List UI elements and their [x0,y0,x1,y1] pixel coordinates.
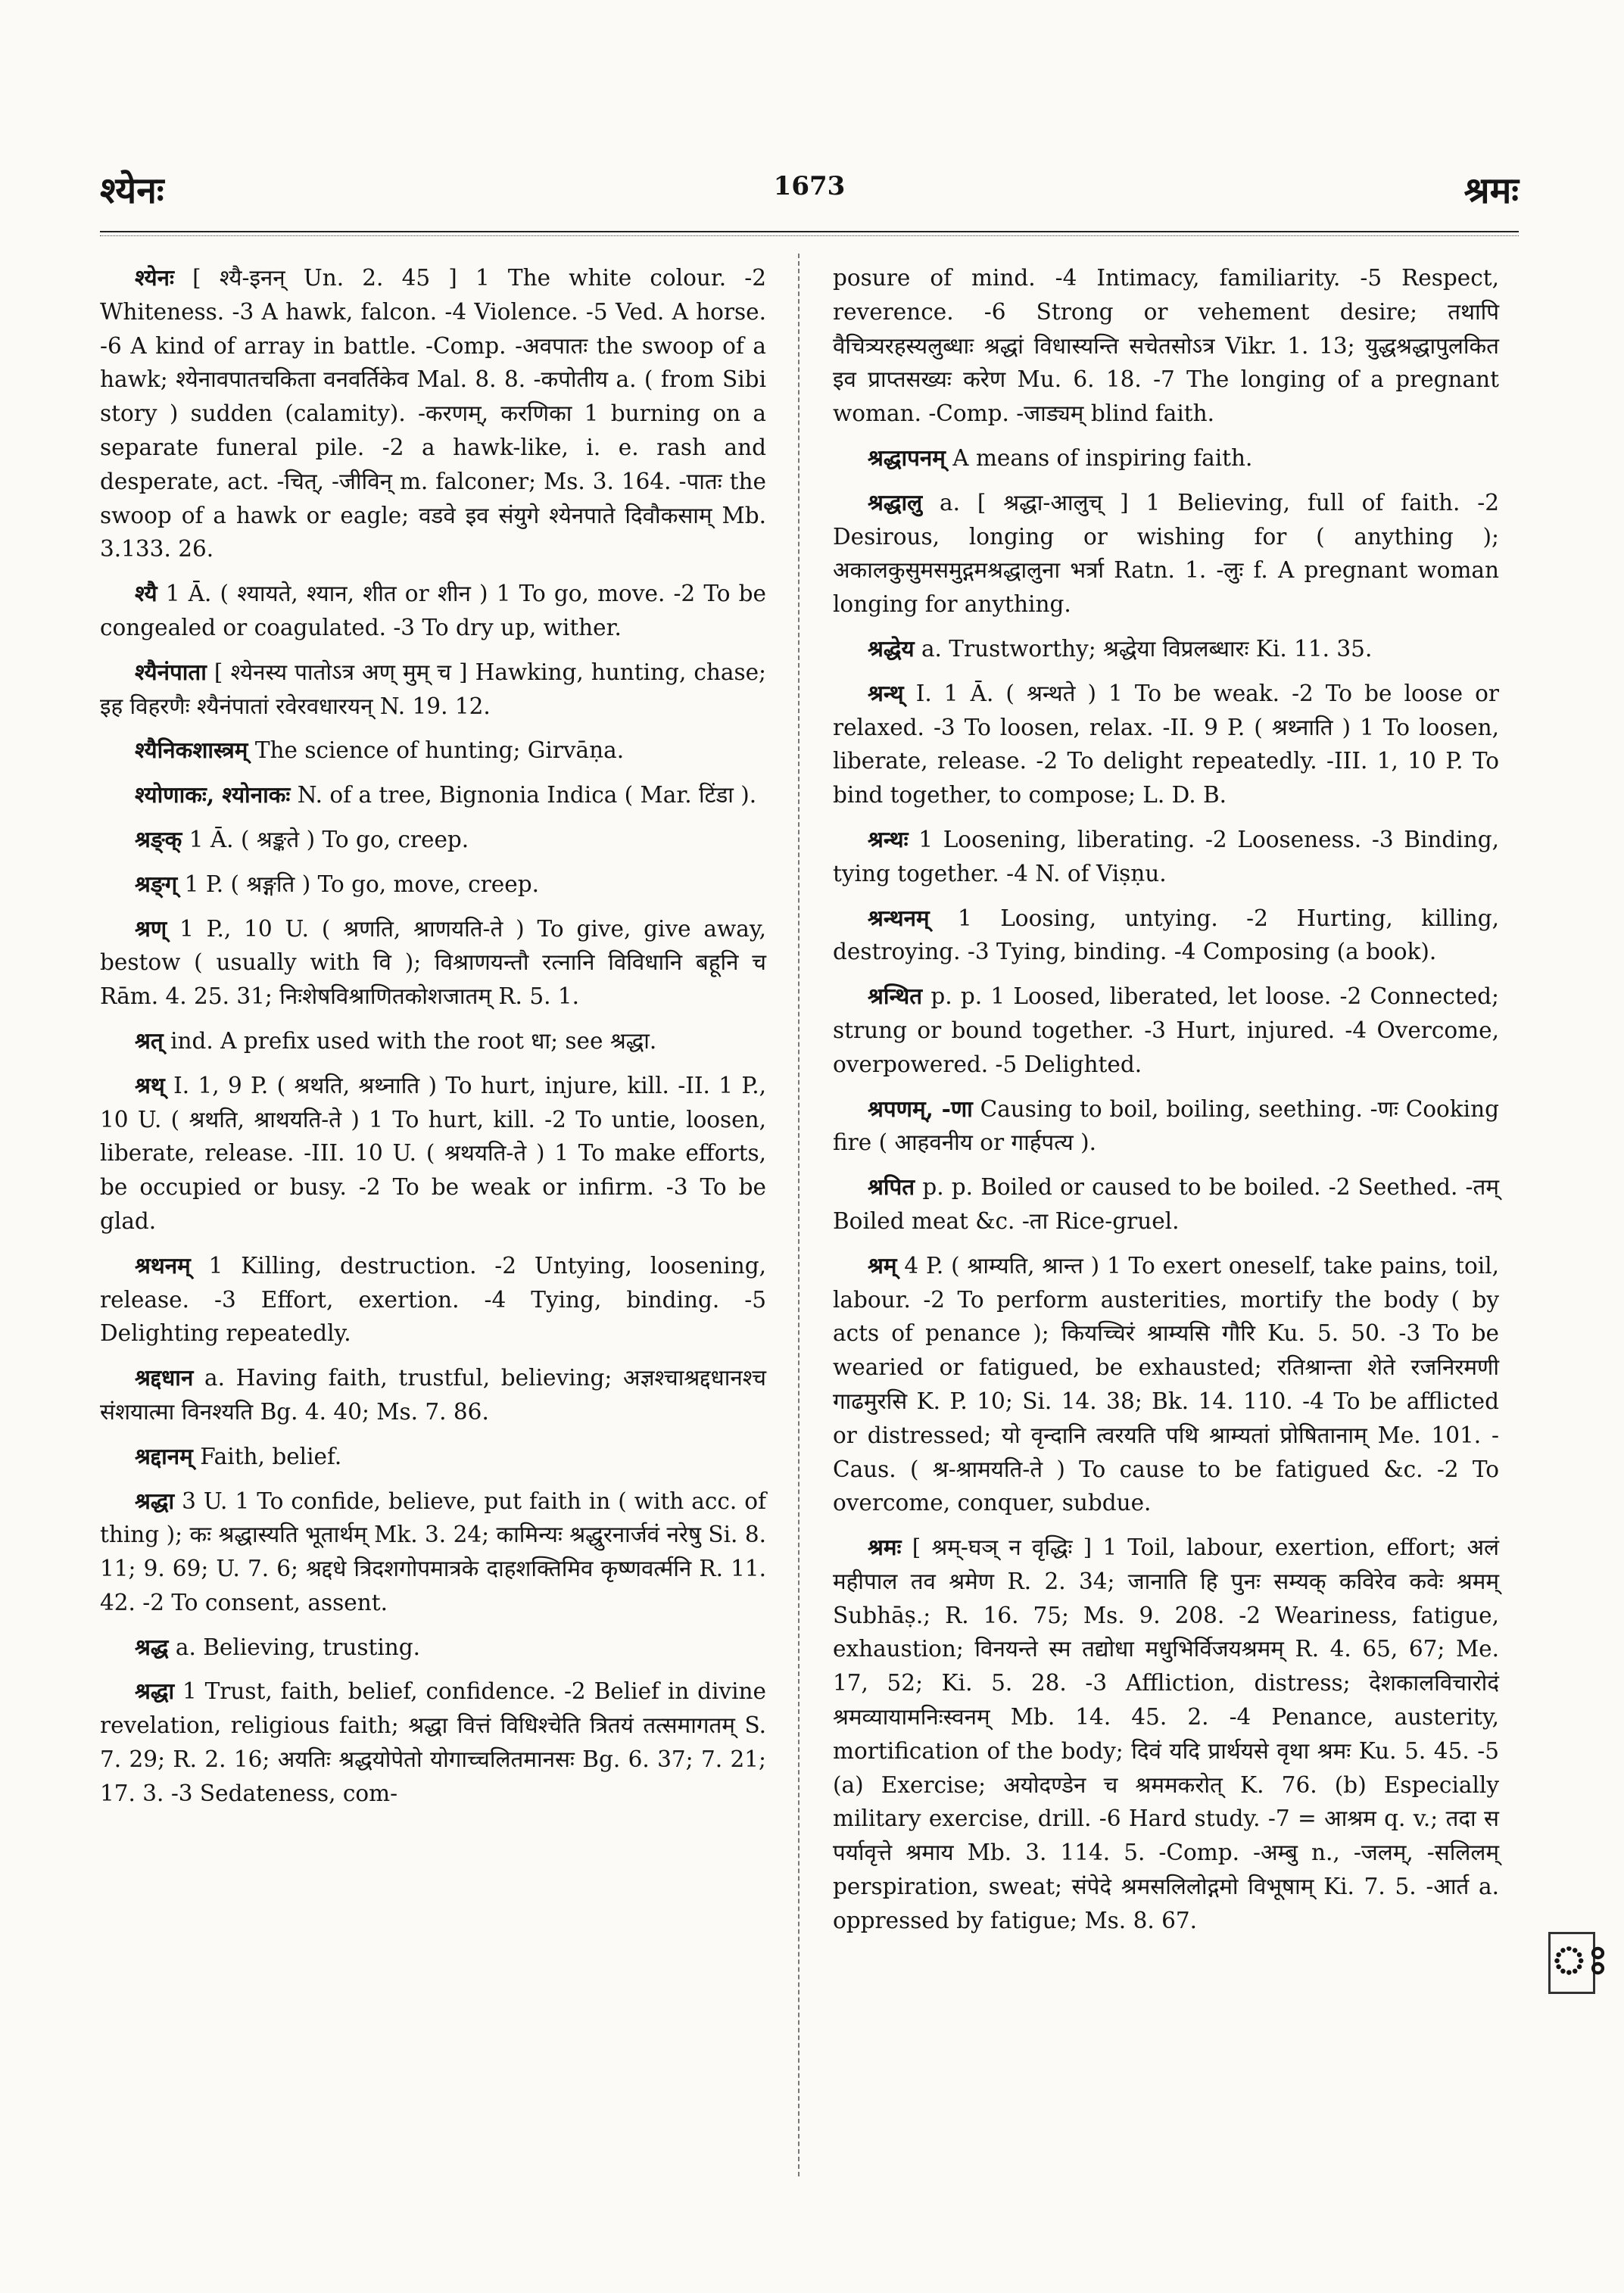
dictionary-entry [100,734,766,768]
entry-definition: 3 U. 1 To confide, believe, put faith in ( with acc. of thing ); कः श्रद्धास्यति भूतार्थम् Mk. 3. 24; कामिन्यः श्रद्धुरनार्जवं नरेषु Si. 8. 11; 9. 69; U. 7. 6; श्रद्दधे त्रिदशगोपमात्रके दाहशक्तिमिव कृष्णवर्त्मनि R. 11. 42. -2 To consent, assent. [100,1488,766,1615]
dictionary-entry [100,261,766,566]
entry-definition: a. Trustworthy; श्रद्धेया विप्रलब्धारः Ki. 11. 35. [921,635,1373,662]
entry-headword: श्रन्थित [868,983,923,1010]
entry-headword: श्रद्धेय [868,634,915,662]
entry-definition: 4 P. ( श्राम्यति, श्रान्त ) 1 To exert oneself, take pains, toil, labour. -2 To perform austerities, mortify the body ( by acts of penance ); कियच्चिरं श्राम्यसि गौरि Ku. 5. 50. -3 To be wearied or fatigued, be exhausted; रतिश्रान्ता शेते रजनिरमणी गाढमुरसि K. P. 10; Si. 14. 38; Bk. 14. 110. -4 To be afflicted or distressed; यो वृन्दानि त्वरयति पथि श्राम्यतां प्रोषितानाम् Me. 101. -Caus. ( श्र-श्रामयति-ते ) To cause to be fatigued &c. -2 To overcome, conquer, subdue. [833,1252,1499,1516]
column-divider [798,254,800,2176]
left-column [100,261,766,1821]
dictionary-entry [833,823,1499,891]
dictionary-entry [100,1631,766,1665]
dictionary-entry [100,1440,766,1474]
dictionary-entry [100,1069,766,1238]
entry-definition: [ श्यै-इनन् Un. 2. 45 ] 1 The white colour. -2 Whiteness. -3 A hawk, falcon. -4 Violence. -5 Ved. A horse. -6 A kind of array in battle. -Comp. -अवपातः the swoop of a hawk; श्येनावपातचकिता वनवर्तिकेव Mal. 8. 8. -कपोतीय a. ( from Sibi story ) sudden (calamity). -करणम्, करणिका 1 burning on a separate funeral pile. -2 a hawk-like, i. e. rash and desperate, act. -चित्, -जीविन् m. falconer; Ms. 3. 164. -पातः the swoop of a hawk or eagle; वडवे इव संयुगे श्येनपाते दिवौकसाम् Mb. 3.133. 26. [100,265,766,562]
entry-definition: p. p. Boiled or caused to be boiled. -2 Seethed. -तम् Boiled meat &c. -ता Rice-gruel. [833,1174,1499,1234]
entry-definition: a. Having faith, trustful, believing; अज्ञश्चाश्रद्दधानश्च संशयात्मा विनश्यति Bg. 4. 40; Ms. 7. 86. [100,1365,766,1425]
entry-definition: a. Believing, trusting. [175,1634,421,1660]
entry-headword: श्रद्ध [135,1633,169,1660]
dictionary-entry [100,1361,766,1429]
entry-headword: श्रम् [868,1251,897,1279]
entry-headword: श्यै [135,580,157,607]
entry-definition: 1 P. ( श्रङ्गति ) To go, move, creep. [184,871,539,897]
entry-definition: 1 Loosing, untying. -2 Hurting, killing, destroying. -3 Tying, binding. -4 Composing (a book). [833,905,1499,965]
dictionary-entry [833,1092,1499,1161]
entry-headword: श्येनः [135,264,174,291]
dictionary-entry [833,677,1499,812]
entry-headword: श्यैनिकशास्त्रम् [135,737,248,764]
page-number: 1673 [773,171,846,201]
entry-definition: ind. A prefix used with the root धा; see श्रद्धा. [170,1027,657,1054]
right-column [833,261,1499,1949]
dictionary-entry [100,823,766,857]
margin-mark: ঃ [1548,1932,1595,1994]
dictionary-entry [833,1170,1499,1238]
entry-headword: श्रद्दानम् [135,1442,193,1469]
entry-definition: A means of inspiring faith. [952,444,1253,471]
page-header [100,165,1519,218]
dictionary-entry [833,441,1499,475]
dictionary-entry [833,1249,1499,1520]
entry-headword: श्रत् [135,1027,164,1054]
entry-definition: The science of hunting; Girvāṇa. [254,737,625,764]
dictionary-entry [100,912,766,1014]
dictionary-entry [833,1531,1499,1938]
header-left-word: श्येनः [100,170,164,212]
entry-definition: p. p. 1 Loosed, liberated, let loose. -2 Connected; strung or bound together. -3 Hurt, injured. -4 Overcome, overpowered. -5 Delighted. [833,983,1499,1077]
dictionary-entry [100,868,766,902]
entry-definition: I. 1, 9 P. ( श्रथति, श्रथ्नाति ) To hurt, injure, kill. -II. 1 P., 10 U. ( श्रथति, श्राथयति-ते ) 1 To hurt, kill. -2 To untie, loosen, liberate, release. -III. 10 U. ( श्रथयति-ते ) 1 To make efforts, be occupied or busy. -2 To be weak or infirm. -3 To be glad. [100,1072,766,1234]
entry-definition: a. [ श्रद्धा-आलुच् ] 1 Believing, full of faith. -2 Desirous, longing or wishing for ( anything ); अकालकुसुमसमुद्गमश्रद्धालुना भर्त्रा Ratn. 1. -लुः f. A pregnant woman longing for anything. [833,489,1499,618]
entry-definition: 1 Loosening, liberating. -2 Looseness. -3 Binding, tying together. -4 N. of Viṣṇu. [833,826,1499,886]
entry-definition: 1 Trust, faith, belief, confidence. -2 Belief in divine revelation, religious faith; श्रद्धा वित्तं विधिश्चेति त्रितयं तत्समागतम् S. 7. 29; R. 2. 16; अयतिः श्रद्धयोपेतो योगाच्चलितमानसः Bg. 6. 37; 7. 21; 17. 3. -3 Sedateness, com- [100,1678,766,1806]
entry-definition: 1 Killing, destruction. -2 Untying, loosening, release. -3 Effort, exertion. -4 Tying, binding. -5 Delighting repeatedly. [100,1252,766,1347]
entry-definition: 1 Ā. ( श्यायते, श्यान, शीत or शीन ) 1 To go, move. -2 To be congealed or coagulated. -3 To dry up, wither. [100,581,766,640]
entry-headword: श्रपित [868,1173,915,1201]
dictionary-entry [833,261,1499,431]
entry-headword: श्रद्धा [135,1678,175,1705]
entry-definition: Faith, belief. [200,1443,342,1469]
entry-headword: श्रद्धा [135,1487,175,1514]
entry-headword: श्रङ्क् [135,825,182,852]
entry-definition: posure of mind. -4 Intimacy, familiarity. -5 Respect, reverence. -6 Strong or vehement desire; तथापि वैचित्र्यरहस्यलुब्धाः श्रद्धां विधास्यन्ति सचेतसोऽत्र Vikr. 1. 13; युद्धश्रद्धापुलकित इव प्राप्तसख्यः करेण Mu. 6. 18. -7 The longing of a pregnant woman. -Comp. -जाड्यम् blind faith. [833,265,1499,427]
dictionary-entry [100,1249,766,1351]
dictionary-entry [100,1675,766,1810]
entry-headword: श्रङ्ग् [135,870,178,897]
entry-headword: श्रथनम् [135,1251,191,1279]
entry-definition: I. 1 Ā. ( श्रन्थते ) 1 To be weak. -2 To be loose or relaxed. -3 To loosen, relax. -II. 9 P. ( श्रथ्नाति ) 1 To loosen, liberate, release. -2 To delight repeatedly. -III. 1, 10 P. To bind together, to compose; L. D. B. [833,680,1499,808]
entry-headword: श्रन्थ् [868,679,904,706]
entry-definition: N. of a tree, Bignonia Indica ( Mar. टिंडा ). [297,782,757,808]
header-rule [100,231,1519,232]
entry-headword: श्रण् [135,914,167,942]
entry-headword: श्योणाकः, श्योनाकः [135,781,291,808]
entry-definition: 1 P., 10 U. ( श्रणति, श्राणयति-ते ) To give, give away, bestow ( usually with वि ); विश्राणयन्तौ रत्नानि विविधानि बहूनि च Rām. 4. 25. 31; निःशेषविश्राणितकोशजातम् R. 5. 1. [100,915,766,1010]
entry-definition: [ श्रम्-घञ् न वृद्धिः ] 1 Toil, labour, exertion, effort; अलं महीपाल तव श्रमेण R. 2. 34; जानाति हि पुनः सम्यक् कविरेव कवेः श्रमम् Subhāṣ.; R. 16. 75; Ms. 9. 208. -2 Weariness, fatigue, exhaustion; विनयन्ते स्म तद्योधा मधुभिर्विजयश्रमम् R. 4. 65, 67; Me. 17, 52; Ki. 5. 28. -3 Affliction, distress; देशकालविचारोदं श्रमव्यायामनिःस्वनम् Mb. 14. 45. 2. -4 Penance, austerity, mortification of the body; दिवं यदि प्रार्थयसे वृथा श्रमः Ku. 5. 45. -5 (a) Exercise; अयोदण्डेन च श्रममकरोत् K. 76. (b) Especially military exercise, drill. -6 Hard study. -7 = आश्रम q. v.; तदा स पर्यावृत्ते श्रमाय Mb. 3. 114. 5. -Comp. -अम्बु n., -जलम्, -सलिलम् perspiration, sweat; संपेदे श्रमसलिलोद्गमो विभूषाम् Ki. 7. 5. -आर्त a. oppressed by fatigue; Ms. 8. 67. [833,1534,1499,1933]
entry-definition: 1 Ā. ( श्रङ्कते ) To go, creep. [189,826,469,852]
entry-headword: श्रद्धापनम् [868,444,946,471]
dictionary-entry [833,902,1499,970]
dictionary-entry [100,577,766,645]
entry-definition: [ श्येनस्य पातोऽत्र अण् मुम् च ] Hawking, hunting, chase; इह विहरणैः श्यैनंपातां रवेरवधारयन् N. 19. 12. [100,659,766,719]
entry-headword: श्रपणम्, -णा [868,1095,973,1122]
entry-headword: श्रद्धालु [868,488,923,516]
dictionary-entry [833,486,1499,622]
entry-definition: Causing to boil, boiling, seething. -णः Cooking fire ( आहवनीय or गार्हपत्य ). [833,1095,1499,1156]
entry-headword: श्रन्थनम् [868,904,930,931]
header-right-word: श्रमः [1463,170,1519,212]
entry-headword: श्रद्दधान [135,1364,194,1391]
dictionary-entry [100,656,766,724]
entry-headword: श्रमः [868,1534,902,1561]
dictionary-entry [833,632,1499,666]
entry-headword: श्यैनंपाता [135,658,207,685]
dictionary-entry [100,1024,766,1058]
header-rule-dotted [100,235,1519,236]
entry-headword: श्रथ् [135,1071,165,1098]
entry-headword: श्रन्थः [868,825,909,852]
dictionary-entry [100,1485,766,1620]
dictionary-entry [833,980,1499,1081]
dictionary-entry [100,778,766,812]
